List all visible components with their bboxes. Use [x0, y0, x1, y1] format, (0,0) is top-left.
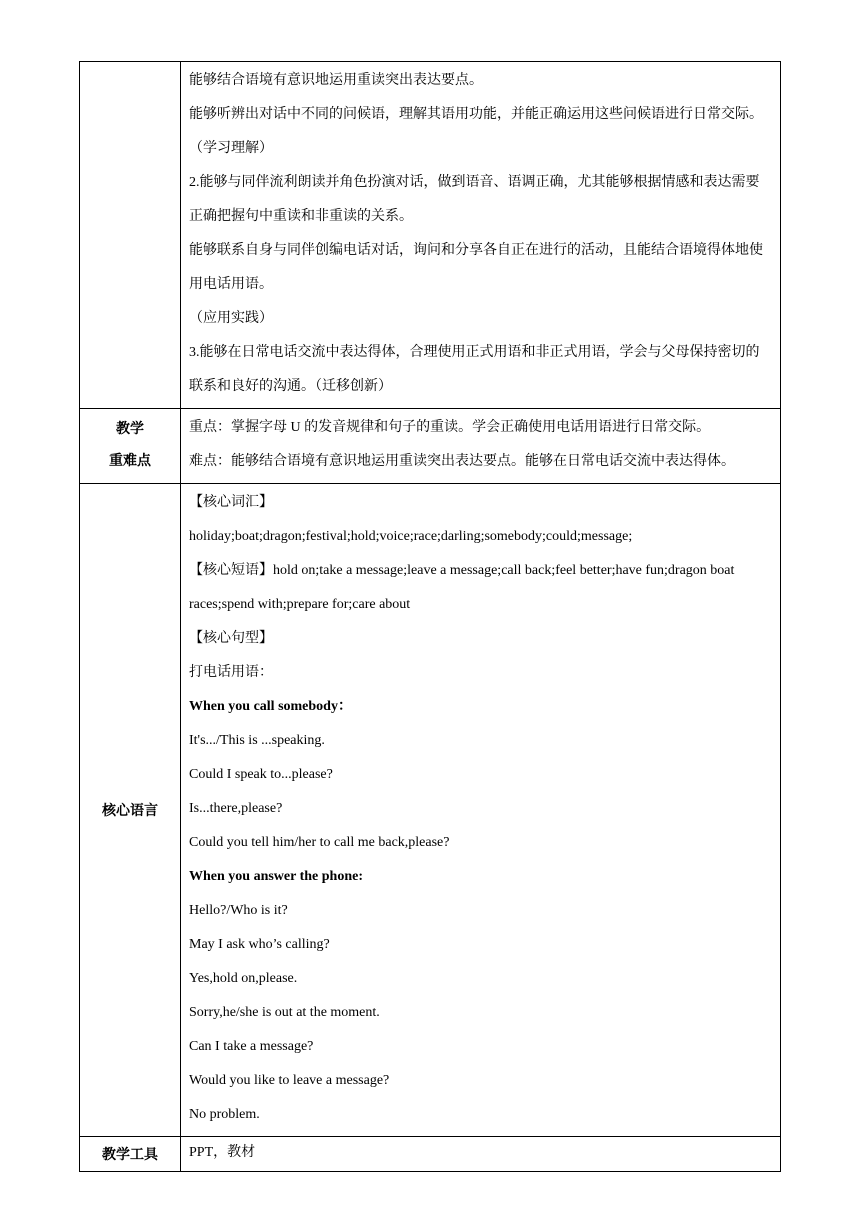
tools-content — [181, 1137, 781, 1172]
core-language-row — [80, 484, 781, 1137]
core-language-label: 核心语言 — [80, 484, 181, 1137]
objective-line: 能够结合语境有意识地运用重读突出表达要点。 — [189, 73, 483, 88]
objective-line: （应用实践） — [189, 311, 273, 326]
phrases-heading: 【核心短语】 — [189, 563, 273, 578]
objective-line: 能够听辨出对话中不同的问候语，理解其语用功能，并能正确运用这些问候语进行日常交际。（学习理解） — [189, 107, 763, 156]
answer-line: Yes,hold on,please. — [189, 971, 298, 986]
key-points-label-line1: 教学 — [116, 422, 144, 437]
call-line: Is...there,please? — [189, 801, 283, 816]
difficulty-text: 难点：能够结合语境有意识地运用重读突出表达要点。能够在日常电话交流中表达得体。 — [189, 454, 735, 469]
lesson-plan-table — [79, 61, 781, 1172]
tools-value: PPT，教材 — [189, 1145, 256, 1160]
objectives-label-cell — [80, 62, 181, 409]
call-line: It's.../This is ...speaking. — [189, 733, 325, 748]
call-line: Could I speak to...please? — [189, 767, 333, 782]
phrases-block — [189, 554, 773, 622]
key-points-row — [80, 409, 781, 484]
call-heading: When you call somebody： — [189, 699, 352, 714]
objective-line: 3.能够在日常电话交流中表达得体，合理使用正式用语和非正式用语，学会与父母保持密切的联系和良好的沟通。（迁移创新） — [189, 345, 760, 394]
key-points-content — [181, 409, 781, 484]
answer-line: Can I take a message? — [189, 1039, 314, 1054]
phrases-list: hold on;take a message;leave a message;call back;feel better;have fun;dragon boat races;spend with;prepare for;care about — [189, 563, 735, 612]
sentences-heading: 【核心句型】 — [189, 631, 273, 646]
answer-line: No problem. — [189, 1107, 260, 1122]
call-line: Could you tell him/her to call me back,please? — [189, 835, 450, 850]
phone-intro: 打电话用语： — [189, 665, 273, 680]
key-points-label-line2: 重难点 — [109, 454, 151, 469]
objectives-content — [181, 62, 781, 409]
answer-line: Sorry,he/she is out at the moment. — [189, 1005, 380, 1020]
objectives-row — [80, 62, 781, 409]
vocab-list: holiday;boat;dragon;festival;hold;voice;race;darling;somebody;could;message; — [189, 529, 633, 544]
tools-row — [80, 1137, 781, 1172]
vocab-heading: 【核心词汇】 — [189, 495, 273, 510]
answer-line: Would you like to leave a message? — [189, 1073, 390, 1088]
core-language-content — [181, 484, 781, 1137]
answer-line: Hello?/Who is it? — [189, 903, 288, 918]
tools-label: 教学工具 — [80, 1137, 181, 1172]
objective-line: 2.能够与同伴流利朗读并角色扮演对话，做到语音、语调正确，尤其能够根据情感和表达需要正确把握句中重读和非重读的关系。 — [189, 175, 760, 224]
answer-line: May I ask who’s calling? — [189, 937, 330, 952]
answer-heading: When you answer the phone: — [189, 869, 363, 884]
key-points-label — [80, 409, 181, 484]
objective-line: 能够联系自身与同伴创编电话对话，询问和分享各自正在进行的活动，且能结合语境得体地使用电话用语。 — [189, 243, 763, 292]
focus-text: 重点：掌握字母 U 的发音规律和句子的重读。学会正确使用电话用语进行日常交际。 — [189, 420, 711, 435]
